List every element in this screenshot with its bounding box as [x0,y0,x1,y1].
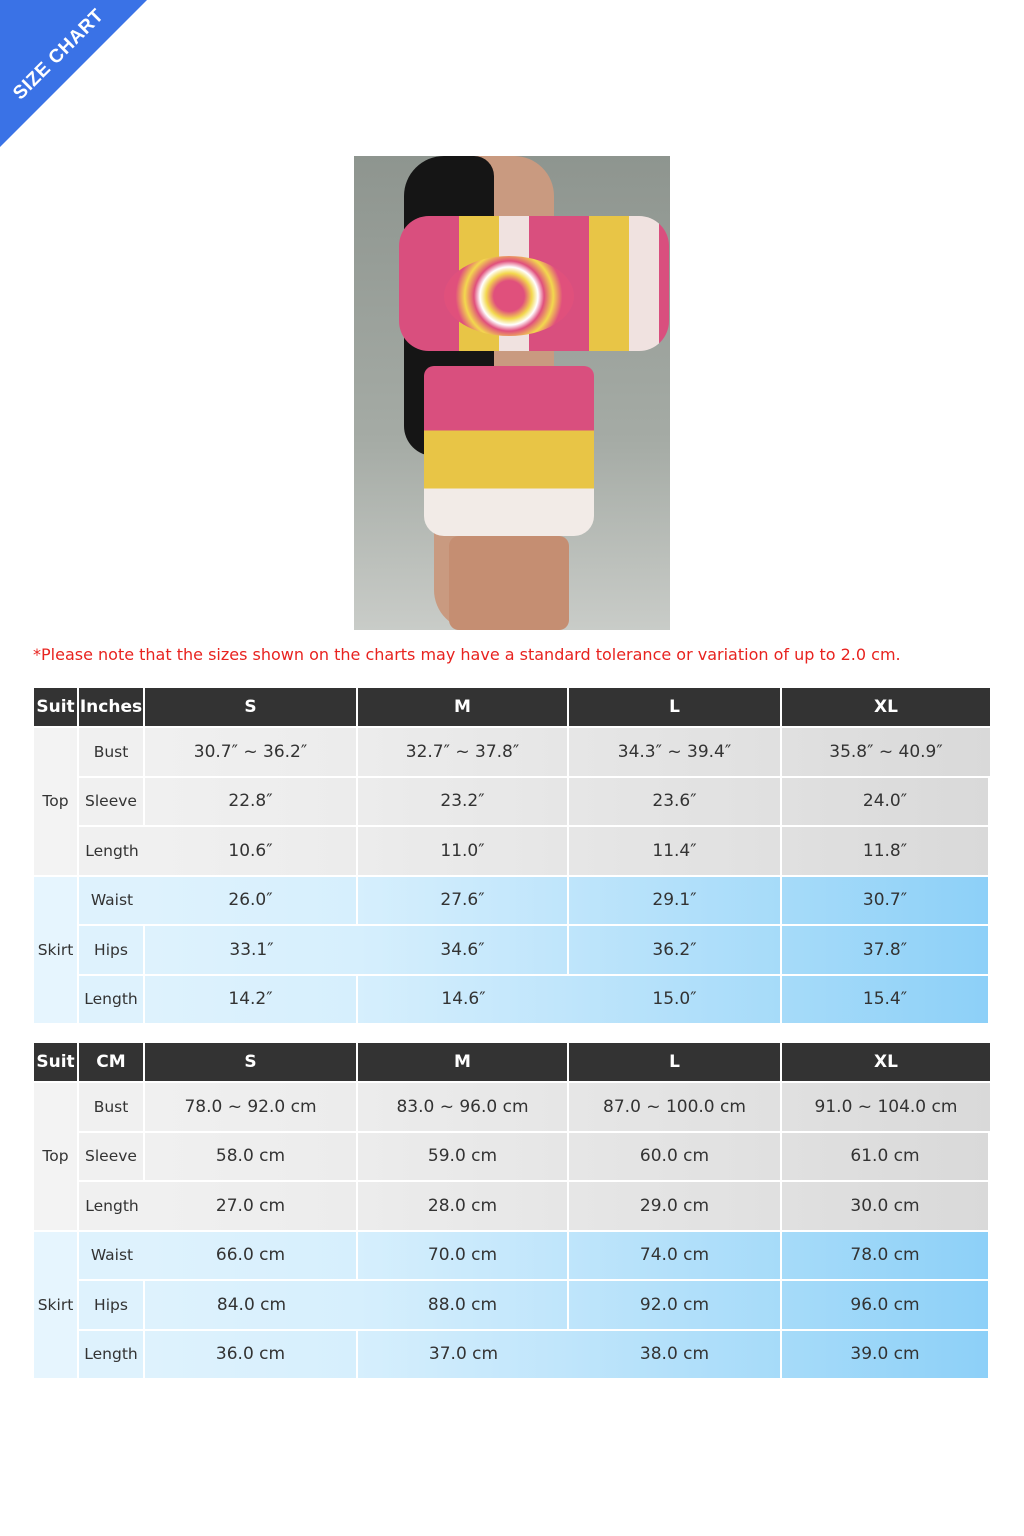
measure-label: Length [79,1331,145,1381]
banner-label: SIZE CHART [9,5,109,105]
column-header: XL [782,1043,990,1083]
size-value: 28.0 cm [358,1182,569,1232]
size-value: 36.0 cm [145,1331,358,1381]
size-value: 34.3″ ~ 39.4″ [569,728,782,778]
size-value: 96.0 cm [782,1281,990,1331]
size-value: 14.2″ [145,976,358,1026]
column-header: S [145,1043,358,1083]
column-header: Suit [34,1043,79,1083]
suit-label: Top [34,728,79,877]
measure-label: Length [79,976,145,1026]
size-chart-banner [0,0,147,147]
column-header: Inches [79,688,145,728]
column-header: Suit [34,688,79,728]
size-value: 37.0 cm [358,1331,569,1381]
size-value: 61.0 cm [782,1133,990,1183]
size-value: 59.0 cm [358,1133,569,1183]
tolerance-note: *Please note that the sizes shown on the charts may have a standard tolerance or variation of up to 2.0 cm. [33,645,901,664]
size-value: 15.4″ [782,976,990,1026]
size-value: 27.0 cm [145,1182,358,1232]
measure-label: Sleeve [79,1133,145,1183]
size-value: 33.1″ [145,926,358,976]
size-value: 15.0″ [569,976,782,1026]
size-value: 66.0 cm [145,1232,358,1282]
size-value: 26.0″ [145,877,358,927]
size-value: 78.0 ~ 92.0 cm [145,1083,358,1133]
column-header: M [358,1043,569,1083]
measure-label: Length [79,827,145,877]
size-value: 88.0 cm [358,1281,569,1331]
size-value: 30.7″ [782,877,990,927]
column-header: L [569,1043,782,1083]
size-value: 32.7″ ~ 37.8″ [358,728,569,778]
size-value: 22.8″ [145,778,358,828]
suit-label: Top [34,1083,79,1232]
suit-label: Skirt [34,1232,79,1381]
size-value: 30.0 cm [782,1182,990,1232]
size-table-cm [34,1043,990,1380]
size-value: 70.0 cm [358,1232,569,1282]
size-value: 37.8″ [782,926,990,976]
size-value: 24.0″ [782,778,990,828]
size-value: 11.0″ [358,827,569,877]
heart-pattern [444,256,574,336]
size-value: 11.8″ [782,827,990,877]
size-value: 78.0 cm [782,1232,990,1282]
size-value: 92.0 cm [569,1281,782,1331]
column-header: L [569,688,782,728]
measure-label: Sleeve [79,778,145,828]
suit-label: Skirt [34,877,79,1026]
size-value: 29.1″ [569,877,782,927]
measure-label: Bust [79,1083,145,1133]
size-value: 39.0 cm [782,1331,990,1381]
size-value: 29.0 cm [569,1182,782,1232]
column-header: XL [782,688,990,728]
measure-label: Waist [79,1232,145,1282]
measure-label: Hips [79,1281,145,1331]
size-value: 84.0 cm [145,1281,358,1331]
crochet-skirt [424,366,594,536]
size-value: 38.0 cm [569,1331,782,1381]
size-value: 60.0 cm [569,1133,782,1183]
size-value: 27.6″ [358,877,569,927]
measure-label: Bust [79,728,145,778]
measure-label: Length [79,1182,145,1232]
size-value: 91.0 ~ 104.0 cm [782,1083,990,1133]
size-value: 83.0 ~ 96.0 cm [358,1083,569,1133]
measure-label: Waist [79,877,145,927]
size-value: 23.6″ [569,778,782,828]
size-value: 11.4″ [569,827,782,877]
product-photo [354,156,670,630]
column-header: M [358,688,569,728]
size-value: 34.6″ [358,926,569,976]
size-value: 58.0 cm [145,1133,358,1183]
column-header: S [145,688,358,728]
size-value: 14.6″ [358,976,569,1026]
size-value: 74.0 cm [569,1232,782,1282]
size-table-inches [34,688,990,1025]
size-value: 35.8″ ~ 40.9″ [782,728,990,778]
measure-label: Hips [79,926,145,976]
size-value: 36.2″ [569,926,782,976]
column-header: CM [79,1043,145,1083]
size-value: 30.7″ ~ 36.2″ [145,728,358,778]
size-value: 10.6″ [145,827,358,877]
size-value: 87.0 ~ 100.0 cm [569,1083,782,1133]
size-value: 23.2″ [358,778,569,828]
